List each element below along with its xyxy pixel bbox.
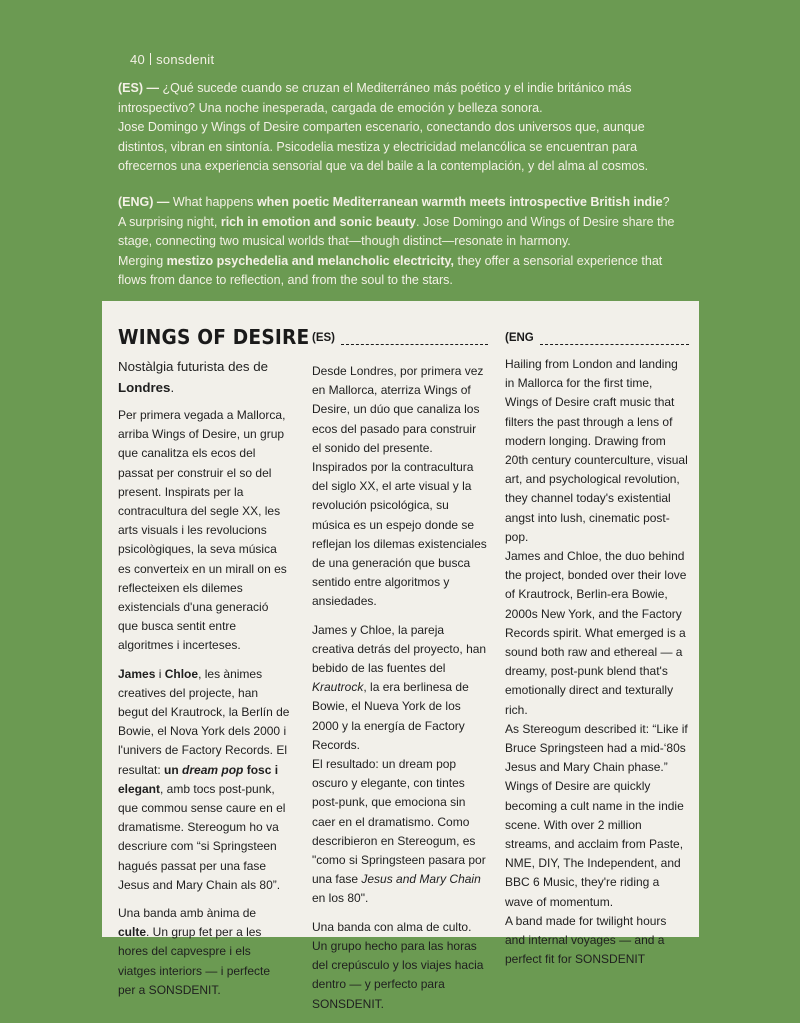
intro-eng-text2: ? [662, 195, 670, 209]
intro-eng-bold1: when poetic Mediterranean warmth meets introspective British indie [256, 195, 663, 209]
ca-name-james: James [118, 666, 156, 681]
es-paragraph-2 [312, 621, 488, 755]
ca-name-chloe: Chloe [164, 666, 199, 681]
intro-english [118, 193, 693, 291]
es-paragraph-1: Desde Londres, por primera vez en Mallorca, aterriza Wings of Desire, un dúo que canaliza los ecos del pasado para construir el sonido del presente. Inspirados por la contracultura del siglo XX, el arte visual y la revolución psicológica, su música es un espejo donde se reflejan los dilemas existenciales de una generación que busca sentido entre algoritmos y ansiedades. [312, 364, 487, 609]
es-paragraph-4: Una banda con alma de culto. Un grupo hecho para las horas del crepúsculo y los viajes hacia dentro — y perfecto para SONSDENIT. [312, 919, 484, 1011]
eng-column-heading [505, 331, 689, 348]
ca-paragraph-3 [118, 904, 290, 1000]
ca-text-e: . Un grup fet per a les hores del capvespre i els viatges interiors — i perfecte per a SONSDENIT. [118, 925, 271, 997]
english-column [505, 301, 689, 970]
article-title: WINGS OF DESIRE [118, 325, 310, 349]
ca-bold-culte: culte [118, 925, 147, 940]
brand-name: sonsdenit [156, 52, 215, 67]
intro-eng-line2 [118, 213, 693, 252]
intro-eng-bold2: rich in emotion and sonic beauty [220, 214, 417, 229]
es-text-a: James y Chloe, la pareja creativa detrás del proyecto, han bebido de las fuentes del [312, 622, 487, 676]
intro-spanish [118, 79, 693, 177]
intro-eng-text5: Merging [118, 253, 167, 268]
eng-paragraph-5: A band made for twilight hours and internal voyages — and a perfect fit for SONSDENIT [505, 913, 667, 967]
eng-heading-label: (ENG [505, 331, 534, 344]
ca-text-d: Una banda amb ànima de [118, 906, 257, 921]
intro-eng-line1 [118, 193, 693, 213]
ca-text-b: , les ànimes creatives del projecte, han begut del Krautrock, la Berlín de Bowie, el Nova York dels 2000 i l'univers de Factory Records. El resultat: [118, 666, 290, 777]
es-italic-jamc: Jesus and Mary Chain [361, 872, 481, 887]
ca-bold-a: un [164, 762, 183, 777]
es-heading-label: (ES) [312, 331, 335, 344]
ca-paragraph-2 [118, 665, 290, 895]
intro-eng-bold3: mestizo psychedelia and melancholic electricity, [166, 253, 455, 268]
ca-text-a: i [155, 666, 165, 681]
header-divider [150, 53, 151, 65]
page-header [130, 52, 214, 67]
eng-paragraph-2: James and Chloe, the duo behind the project, bonded over their love of Krautrock, Berlin-era Bowie, 2000s New York, and the Factory Records spirit. What emerged is a sound both raw and ethereal — a dreamy, post-punk blend that's emotionally direct and texturally rich. [505, 549, 687, 717]
intro-eng-text1: What happens [169, 195, 257, 209]
page-number: 40 [130, 52, 146, 67]
intro-es-text1: ¿Qué sucede cuando se cruzan el Mediterráneo más poético y el indie británico más introspectivo? Una noche inesperada, cargada de emoción y belleza sonora. [118, 81, 632, 115]
es-text-d: en los 80". [312, 891, 369, 906]
article-subtitle [118, 356, 290, 398]
es-text-c: El resultado: un dream pop oscuro y elegante, con tintes post-punk, que emociona sin caer en el dramatismo. Como describieron en Stereogum, es "como si Springsteen pasara por una fase [312, 757, 486, 887]
ca-bold-italic: dream pop [182, 762, 244, 777]
subtitle-period: . [170, 380, 175, 395]
eng-dashed-rule [540, 344, 689, 345]
eng-paragraph-1: Hailing from London and landing in Mallorca for the first time, Wings of Desire craft music that filters the past through a lens of modern longing. Drawing from 20th century counterculture, visual art, and psychological revolution, they channel today's existential angst into lush, cinematic post-pop. [505, 357, 688, 544]
es-text-b: , la era berlinesa de Bowie, el Nueva York de los 2000 y la energía de Factory Records. [312, 680, 469, 752]
es-paragraph-3 [312, 755, 488, 909]
intro-es-tag: (ES) — [118, 81, 159, 95]
intro-eng-text4: . Jose Domingo and Wings of Desire share the stage, connecting two musical worlds that—though distinct—resonate in harmony. [118, 214, 675, 248]
es-italic-krautrock: Krautrock [312, 680, 364, 695]
catalan-column [118, 301, 310, 1009]
eng-paragraph-3: As Stereogum described it: “Like if Bruce Springsteen had a mid-‘80s Jesus and Mary Chain phase.” [505, 721, 688, 775]
ca-paragraph-1: Per primera vegada a Mallorca, arriba Wings of Desire, un grup que canalitza els ecos del passat per construir el so del present. Inspirats per la contracultura del segle XX, les arts visuals i les revolucions psicològiques, la seva música es converteix en un mirall on es reflecteixen els dilemes existencials d'una generació que busca sentit entre algoritmes i incerteses. [118, 408, 287, 653]
intro-es-line2: Jose Domingo y Wings of Desire comparten escenario, conectando dos universos que, aunque distintos, vibran en sintonía. Psicodelia mestiza y electricidad melancólica se encuentran para ofrecernos una experiencia sensorial que va del baile a la contemplación, y del alma al cosmos. [118, 120, 649, 173]
intro-eng-line3 [118, 252, 693, 291]
intro-eng-text3: A surprising night, [118, 214, 221, 229]
subtitle-text: Nostàlgia futurista des de [118, 359, 269, 374]
article-panel [102, 301, 699, 1011]
es-column-heading [312, 331, 488, 348]
intro-eng-tag: (ENG) — [118, 195, 170, 209]
eng-paragraph-4: Wings of Desire are quickly becoming a cult name in the indie scene. With over 2 million streams, and acclaim from Paste, NME, DIY, The Independent, and BBC 6 Music, they're riding a wave of momentum. [505, 779, 684, 909]
ca-text-c: , amb tocs post-punk, que commou sense caure en el dramatisme. Stereogum ho va descriure com “si Springsteen hagués passat per una fase Jesus and Mary Chain als 80”. [118, 781, 286, 892]
intro-eng-text6: they offer a sensorial experience that flows from dance to reflection, and from the soul to the stars. [118, 253, 663, 287]
es-dashed-rule [341, 344, 488, 345]
intro-es-line1 [118, 79, 693, 118]
ca-bold-b: fosc i elegant [118, 762, 279, 796]
spanish-column [312, 301, 488, 1023]
subtitle-city: Londres [118, 380, 171, 395]
